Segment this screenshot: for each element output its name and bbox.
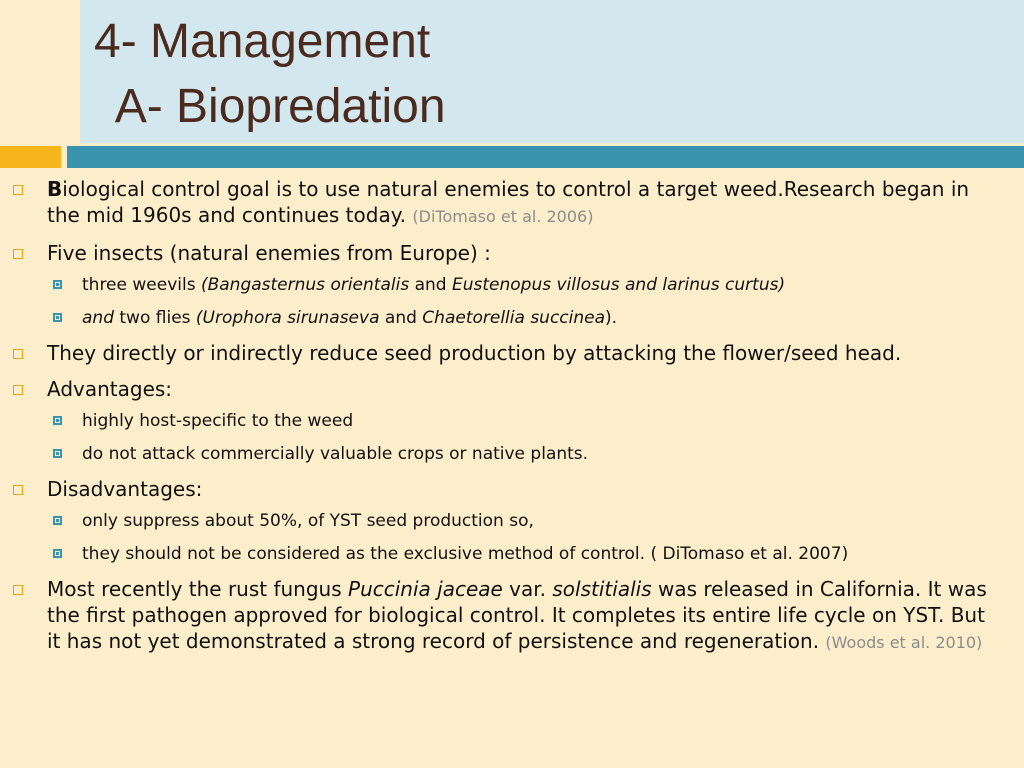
bullet-text: Most recently the rust fungus [47, 577, 349, 601]
filled-square-bullet-icon [53, 549, 62, 558]
bullet-disadvantages [0, 476, 1024, 502]
title-box [80, 0, 1024, 143]
sub-bullet-host-specific [0, 410, 1024, 432]
filled-square-bullet-icon [53, 313, 62, 322]
bullet-biological-control [0, 176, 1024, 230]
bullet-text: two flies [113, 308, 196, 328]
sub-bullet-suppress-50 [0, 510, 1024, 532]
slide-title: 4- Management [94, 15, 431, 68]
bullet-text: Five insects (natural enemies from Europe) : [47, 241, 491, 265]
species-name: (Bangasternus orientalis [200, 275, 410, 295]
filled-square-bullet-icon [53, 416, 62, 425]
sub-bullet-flies [0, 307, 1024, 329]
square-bullet-icon [13, 485, 23, 495]
species-name: Puccinia jaceae [348, 577, 503, 601]
bullet-text: do not attack commercially valuable crops or native plants. [82, 444, 589, 464]
bullet-five-insects [0, 240, 1024, 266]
square-bullet-icon [13, 585, 23, 595]
species-name: (Urophora sirunaseva [195, 308, 380, 328]
bullet-text: var. [502, 577, 553, 601]
slide-subtitle: A- Biopredation [104, 80, 446, 133]
bullet-text: They directly or indirectly reduce seed production by attacking the flower/seed head. [47, 341, 902, 365]
citation: (DiTomaso et al. 2006) [412, 207, 594, 226]
bullet-text: was released in California. It was the first pathogen approved for biological control. It completes its entire life cycle on YST. But it has not yet demonstrated a strong record of persistence and regeneration. [47, 577, 987, 653]
filled-square-bullet-icon [53, 516, 62, 525]
square-bullet-icon [13, 185, 23, 195]
bold-initial: B [47, 177, 63, 201]
square-bullet-icon [13, 385, 23, 395]
sub-bullet-not-exclusive [0, 543, 1024, 565]
square-bullet-icon [13, 249, 23, 259]
accent-bar-teal [67, 146, 1024, 168]
bullet-list [0, 176, 1024, 666]
bullet-text: highly host-specific to the weed [82, 411, 354, 431]
bullet-text: and [379, 308, 423, 328]
bullet-text: only suppress about 50%, of YST seed production so, [82, 511, 534, 531]
accent-bar-orange [0, 146, 61, 168]
bullet-text: Advantages: [47, 377, 173, 401]
bullet-advantages [0, 376, 1024, 402]
species-name: Chaetorellia succinea [422, 308, 606, 328]
bullet-reduce-seed [0, 340, 1024, 366]
sub-bullet-weevils [0, 274, 1024, 296]
bullet-text: three weevils [82, 275, 201, 295]
bullet-text: they should not be considered as the exclusive method of control. ( DiTomaso et al. 2007) [82, 544, 849, 564]
italic-text: and [82, 308, 114, 328]
species-name: Eustenopus villosus and larinus curtus) [451, 275, 786, 295]
citation: (Woods et al. 2010) [825, 633, 983, 652]
bullet-text: iological control goal is to use natural enemies to control a target weed.Research began in the mid 1960s and continues today. [47, 177, 970, 227]
bullet-text: and [409, 275, 452, 295]
title-left-margin [0, 0, 80, 143]
filled-square-bullet-icon [53, 280, 62, 289]
filled-square-bullet-icon [53, 449, 62, 458]
sub-bullet-no-crop-attack [0, 443, 1024, 465]
bullet-rust-fungus [0, 576, 1024, 656]
square-bullet-icon [13, 349, 23, 359]
bullet-text: Disadvantages: [47, 477, 203, 501]
species-name: solstitialis [552, 577, 652, 601]
bullet-text: ). [605, 308, 618, 328]
